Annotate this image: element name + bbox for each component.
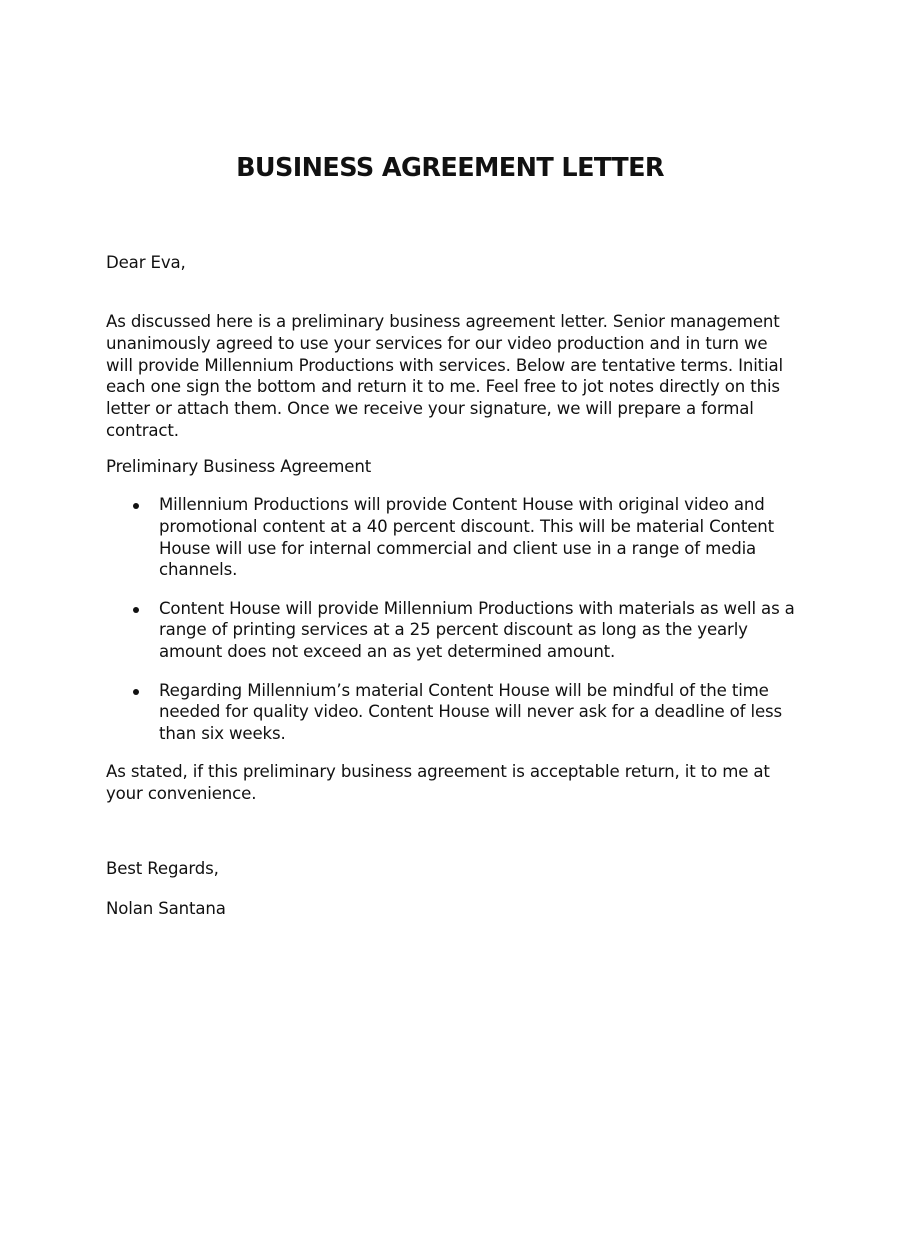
term-text: Millennium Productions will provide Content House with original video and promotional content at a 40 percent discount. This will be material Content House will use for internal commercial and client use in a range of media channels. — [159, 495, 775, 580]
term-item — [106, 598, 796, 663]
intro-paragraph: As discussed here is a preliminary business agreement letter. Senior management unanimously agreed to use your services for our video production and in turn we will provide Millennium Productions with services. Below are tentative terms. Initial each one sign the bottom and return it to me. Feel free to jot notes directly on this letter or attach them. Once we receive your signature, we will prepare a formal contract. — [106, 312, 783, 440]
bullet-dot-icon — [133, 689, 139, 695]
signer-name: Nolan Santana — [106, 899, 226, 918]
salutation: Dear Eva, — [106, 253, 186, 272]
term-item — [106, 494, 796, 581]
signoff: Best Regards, — [106, 859, 219, 878]
bullet-dot-icon — [133, 503, 139, 509]
term-text: Regarding Millennium’s material Content House will be mindful of the time needed for quality video. Content House will never ask for a deadline of less than six weeks. — [159, 680, 782, 744]
term-item — [106, 680, 796, 745]
agreement-heading: Preliminary Business Agreement — [106, 457, 372, 476]
term-text: Content House will provide Millennium Productions with materials as well as a range of printing services at a 25 percent discount as long as the yearly amount does not exceed an as yet determined amount. — [159, 598, 795, 662]
bullet-dot-icon — [133, 607, 139, 613]
closing-paragraph: As stated, if this preliminary business agreement is acceptable return, it to me at your convenience. — [106, 762, 770, 803]
terms-list — [106, 494, 796, 761]
letter-title: BUSINESS AGREEMENT LETTER — [236, 153, 664, 183]
